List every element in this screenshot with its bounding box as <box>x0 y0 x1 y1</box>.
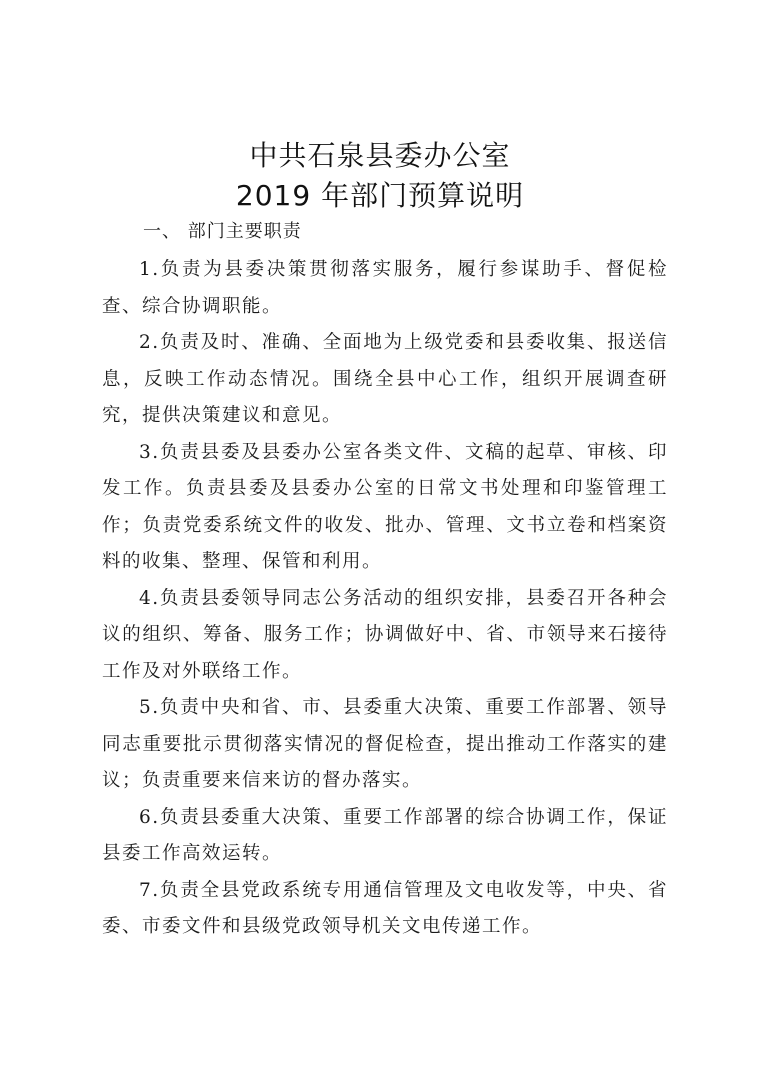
section-heading: 一、 部门主要职责 <box>143 221 302 242</box>
document-title-line-1: 中共石泉县委办公室 <box>249 139 511 172</box>
paragraph-duty-3: 3.负责县委及县委办公室各类文件、文稿的起草、审核、印发工作。负责县委及县委办公室的日常文书处理和印鉴管理工作；负责党委系统文件的收发、批办、管理、文书立卷和档案资料的收集、整理、保管和利用。 <box>102 441 668 572</box>
paragraph-duty-7: 7.负责全县党政系统专用通信管理及文电收发等，中央、省委、市委文件和县级党政领导机关文电传递工作。 <box>102 879 668 937</box>
document-body <box>102 252 668 946</box>
paragraph-duty-4: 4.负责县委领导同志公务活动的组织安排，县委召开各种会议的组织、筹备、服务工作；协调做好中、省、市领导来石接待工作及对外联络工作。 <box>102 587 668 682</box>
paragraph-duty-1: 1.负责为县委决策贯彻落实服务，履行参谋助手、督促检查、综合协调职能。 <box>102 259 668 317</box>
document-title-line-2: 2019 年部门预算说明 <box>235 179 525 212</box>
paragraph-duty-2: 2.负责及时、准确、全面地为上级党委和县委收集、报送信息，反映工作动态情况。围绕全县中心工作，组织开展调查研究，提供决策建议和意见。 <box>102 332 668 426</box>
paragraph-duty-5: 5.负责中央和省、市、县委重大决策、重要工作部署、领导同志重要批示贯彻落实情况的督促检查，提出推动工作落实的建议；负责重要来信来访的督办落实。 <box>102 697 668 791</box>
paragraph-duty-6: 6.负责县委重大决策、重要工作部署的综合协调工作，保证县委工作高效运转。 <box>102 806 668 864</box>
